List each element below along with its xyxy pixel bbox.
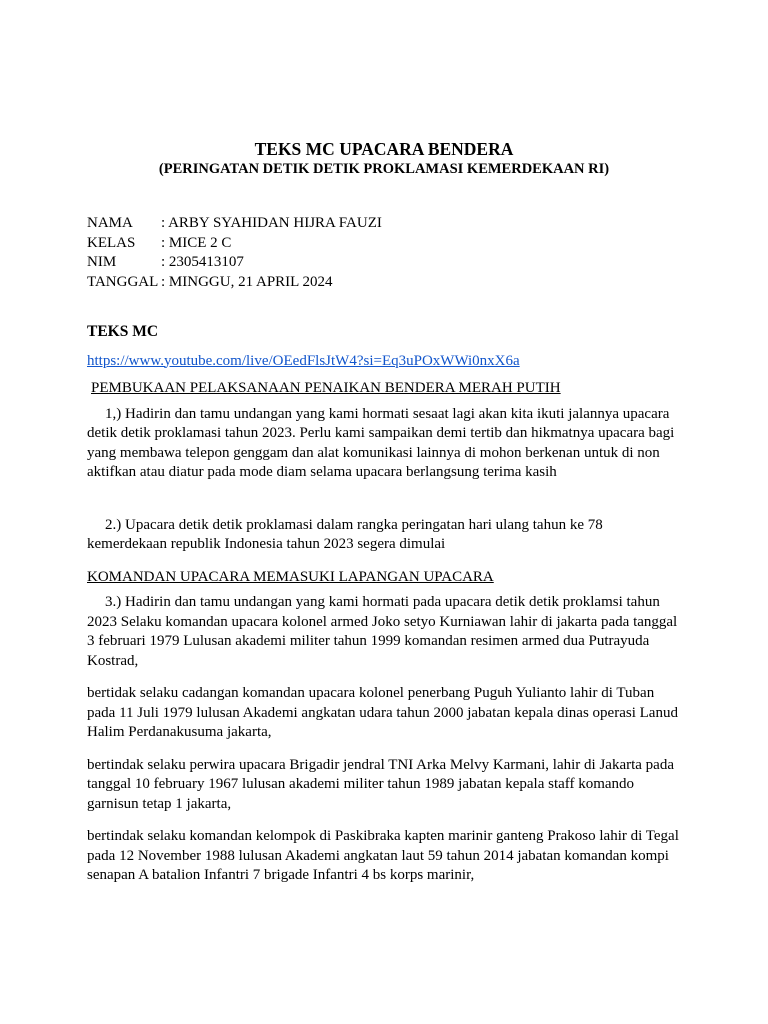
info-value: : 2305413107 [161, 254, 244, 270]
info-row-kelas [87, 234, 687, 254]
spacer [87, 496, 682, 516]
youtube-link[interactable]: https://www.youtube.com/live/OEedFlsJtW4?si=Eq3uPOxWWi0nxX6a [87, 352, 520, 369]
paragraph-1: 1,) Hadirin dan tamu undangan yang kami hormati sesaat lagi akan kita ikuti jalannya upacara detik detik proklamasi tahun 2023. Perlu kami sampaikan demi tertib dan hikmatnya upacara bagi yang membawa telepon genggam dan alat komunikasi lainnya di mohon berkenan untuk di non aktifkan atau diatur pada mode diam selama upacara berlangsung terima kasih [87, 405, 675, 480]
info-row-nama [87, 214, 687, 234]
info-label: NIM [87, 254, 117, 270]
info-label: KELAS [87, 234, 136, 251]
info-value: : MICE 2 C [161, 234, 232, 251]
info-value: : MINGGU, 21 APRIL 2024 [161, 273, 333, 290]
document-body [87, 322, 682, 899]
info-value: : ARBY SYAHIDAN HIJRA FAUZI [161, 215, 382, 231]
info-label: NAMA [87, 215, 133, 231]
info-row-tanggal [87, 273, 687, 293]
paragraph-5: bertindak selaku perwira upacara Brigadir jendral TNI Arka Melvy Karmani, lahir di Jakarta pada tanggal 10 february 1967 lulusan akademi militer tahun 1989 jabatan kepala staff komando garnisun tetap 1 jakarta, [87, 756, 674, 812]
student-info [87, 214, 687, 292]
info-label: TANGGAL [87, 273, 159, 290]
document-subtitle: (PERINGATAN DETIK DETIK PROKLAMASI KEMERDEKAAN RI) [158, 161, 610, 177]
document-title: TEKS MC UPACARA BENDERA [254, 139, 514, 159]
paragraph-6: bertindak selaku komandan kelompok di Paskibraka kapten marinir ganteng Prakoso lahir di Tegal pada 12 November 1988 lulusan Akademi angkatan laut 59 tahun 2014 jabatan komandan kompi senapan A batalion Infantri 7 brigade Infantri 4 bs korps marinir, [87, 828, 679, 883]
section-title-komandan: KOMANDAN UPACARA MEMASUKI LAPANGAN UPACARA [87, 568, 494, 585]
paragraph-3: 3.) Hadirin dan tamu undangan yang kami hormati pada upacara detik detik proklamsi tahun 2023 Selaku komandan upacara kolonel armed Joko setyo Kurniawan lahir di jakarta pada tanggal 3 februari 1979 Lulusan akademi militer tahun 1999 komandan resimen armed dua Putrayuda Kostrad, [87, 594, 678, 669]
paragraph-2: 2.) Upacara detik detik proklamasi dalam rangka peringatan hari ulang tahun ke 78 kemerdekaan republik Indonesia tahun 2023 segera dimulai [87, 516, 603, 552]
section-title-pembukaan: PEMBUKAAN PELAKSANAAN PENAIKAN BENDERA MERAH PUTIH [91, 380, 561, 396]
info-row-nim [87, 253, 687, 273]
paragraph-4: bertidak selaku cadangan komandan upacara kolonel penerbang Puguh Yulianto lahir di Tuban pada 11 Juli 1979 lulusan Akademi angkatan udara tahun 2000 jabatan kepala dinas operasi Lanud Halim Perdanakusuma jakarta, [87, 685, 678, 740]
section-heading: TEKS MC [87, 323, 159, 340]
